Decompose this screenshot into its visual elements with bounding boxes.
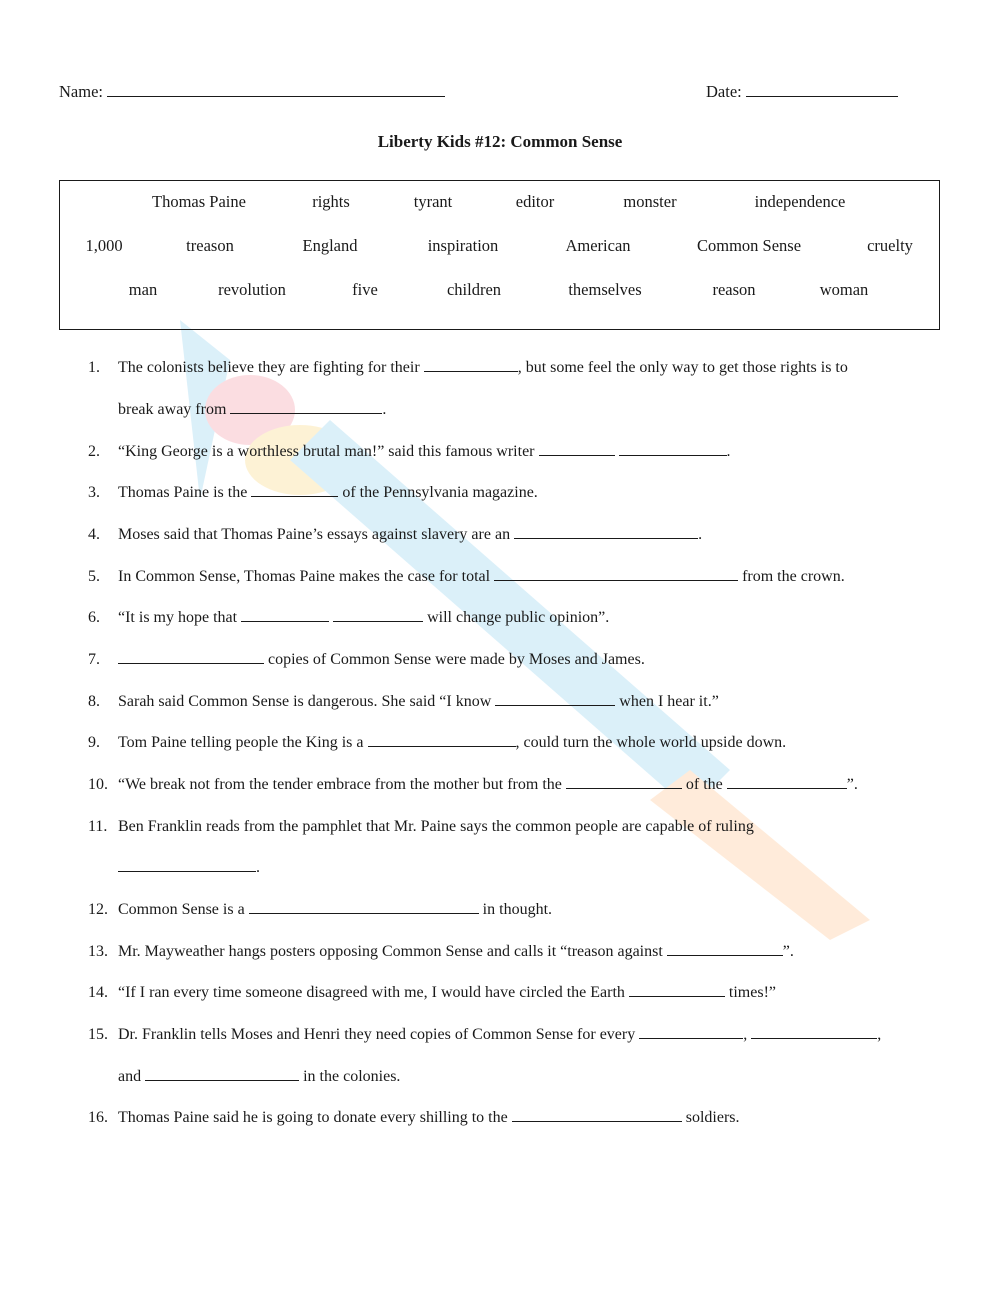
question-1-cont bbox=[88, 400, 386, 420]
answer-blank[interactable] bbox=[118, 650, 264, 664]
word-bank-item: rights bbox=[312, 192, 350, 211]
question-text: Ben Franklin reads from the pamphlet that Mr. Paine says the common people are capable of ruling bbox=[118, 818, 754, 835]
question-text: “It is my hope that bbox=[118, 609, 242, 626]
question-text: Tom Paine telling people the King is a bbox=[118, 734, 368, 751]
question-text: “King George is a worthless brutal man!” said this famous writer bbox=[118, 443, 539, 460]
question-7 bbox=[88, 650, 645, 670]
question-number: 2. bbox=[88, 443, 100, 460]
word-bank-item: tyrant bbox=[413, 192, 453, 211]
question-15: 15. Dr. Franklin tells Moses and Henri they need copies of Common Sense for every , , bbox=[88, 1026, 882, 1043]
answer-blank[interactable] bbox=[368, 733, 516, 747]
question-text: “We break not from the tender embrace from the mother but from the bbox=[118, 776, 566, 793]
word-bank-item: children bbox=[446, 280, 502, 299]
question-3 bbox=[88, 483, 538, 503]
question-number: 16. bbox=[88, 1109, 108, 1126]
question-text: Dr. Franklin tells Moses and Henri they need copies of Common Sense for every bbox=[118, 1026, 640, 1043]
question-text: when I hear it.” bbox=[615, 693, 719, 710]
word-bank-item: England bbox=[302, 236, 358, 255]
answer-blank[interactable] bbox=[751, 1025, 877, 1039]
answer-blank[interactable] bbox=[512, 1108, 682, 1122]
question-text: Common Sense is a bbox=[118, 901, 249, 918]
name-label: Name: bbox=[59, 82, 103, 101]
question-text: break away from bbox=[118, 401, 231, 418]
question-13: 13. Mr. Mayweather hangs posters opposing Common Sense and calls it “treason against ”. bbox=[88, 943, 794, 960]
answer-blank[interactable] bbox=[251, 483, 338, 497]
question-text: Thomas Paine said he is going to donate every shilling to the bbox=[118, 1109, 512, 1126]
answer-blank[interactable] bbox=[539, 442, 615, 456]
question-4: 4. Moses said that Thomas Paine’s essays against slavery are an . bbox=[88, 526, 703, 543]
word-bank-item: man bbox=[128, 280, 158, 299]
answer-blank[interactable] bbox=[727, 775, 847, 789]
question-text: Sarah said Common Sense is dangerous. She said “I know bbox=[118, 693, 496, 710]
question-14 bbox=[88, 983, 776, 1003]
word-bank-item: themselves bbox=[568, 280, 642, 299]
question-text: times!” bbox=[724, 984, 776, 1001]
question-15-cont bbox=[88, 1067, 400, 1087]
question-number: 5. bbox=[88, 568, 100, 585]
question-12 bbox=[88, 900, 552, 920]
question-text: of the Pennsylvania magazine. bbox=[338, 484, 538, 501]
word-bank bbox=[59, 180, 940, 330]
question-text: Mr. Mayweather hangs posters opposing Common Sense and calls it “treason against bbox=[118, 943, 667, 960]
word-bank-item: inspiration bbox=[427, 236, 499, 255]
date-field[interactable] bbox=[706, 82, 898, 102]
question-text: copies of Common Sense were made by Moses and James. bbox=[264, 651, 645, 668]
answer-blank[interactable] bbox=[629, 983, 725, 997]
word-bank-item: Common Sense bbox=[696, 236, 802, 255]
question-text: . bbox=[382, 401, 387, 418]
answer-blank[interactable] bbox=[494, 567, 738, 581]
question-text: , could turn the whole world upside down. bbox=[515, 734, 787, 751]
answer-blank[interactable] bbox=[424, 358, 518, 372]
question-number: 13. bbox=[88, 943, 108, 960]
word-bank-item: five bbox=[352, 280, 378, 299]
question-text: will change public opinion”. bbox=[423, 609, 610, 626]
date-input-line[interactable] bbox=[746, 82, 898, 97]
question-8 bbox=[88, 692, 719, 712]
question-number: 15. bbox=[88, 1026, 108, 1043]
question-text: soldiers. bbox=[681, 1109, 740, 1126]
question-number: 12. bbox=[88, 901, 108, 918]
answer-blank[interactable] bbox=[667, 942, 783, 956]
answer-blank[interactable] bbox=[241, 608, 329, 622]
question-number: 1. bbox=[88, 359, 100, 376]
word-bank-item: Thomas Paine bbox=[152, 192, 246, 211]
word-bank-item: editor bbox=[515, 192, 555, 211]
word-bank-item: 1,000 bbox=[85, 236, 123, 255]
question-number: 7. bbox=[88, 651, 100, 668]
word-bank-item: revolution bbox=[218, 280, 286, 299]
word-bank-item: treason bbox=[186, 236, 234, 255]
name-field[interactable] bbox=[59, 82, 445, 102]
question-number: 11. bbox=[88, 818, 108, 835]
page-title: Liberty Kids #12: Common Sense bbox=[377, 132, 623, 151]
question-number: 3. bbox=[88, 484, 100, 501]
answer-blank[interactable] bbox=[249, 900, 479, 914]
word-bank-item: reason bbox=[712, 280, 756, 299]
question-16 bbox=[88, 1108, 740, 1128]
word-bank-item: cruelty bbox=[867, 236, 913, 255]
question-text: , but some feel the only way to get those rights is to bbox=[517, 359, 848, 376]
date-label: Date: bbox=[706, 82, 742, 101]
answer-blank[interactable] bbox=[145, 1067, 299, 1081]
answer-blank[interactable] bbox=[230, 400, 382, 414]
answer-blank[interactable] bbox=[639, 1025, 743, 1039]
question-text: in thought. bbox=[478, 901, 553, 918]
question-number: 8. bbox=[88, 693, 100, 710]
question-11-cont: . bbox=[88, 858, 260, 878]
question-2: 2. “King George is a worthless brutal man!” said this famous writer . bbox=[88, 443, 731, 460]
question-5 bbox=[88, 567, 845, 587]
answer-blank[interactable] bbox=[619, 442, 727, 456]
name-input-line[interactable] bbox=[107, 82, 445, 97]
word-bank-item: monster bbox=[623, 192, 677, 211]
answer-blank[interactable] bbox=[118, 858, 256, 872]
question-number: 6. bbox=[88, 609, 100, 626]
question-number: 10. bbox=[88, 776, 108, 793]
question-1 bbox=[88, 358, 848, 378]
question-text: Moses said that Thomas Paine’s essays against slavery are an bbox=[118, 526, 515, 543]
question-number: 14. bbox=[88, 984, 108, 1001]
question-10: 10. “We break not from the tender embrace from the mother but from the of the ”. bbox=[88, 776, 858, 793]
question-number: 9. bbox=[88, 734, 100, 751]
answer-blank[interactable] bbox=[495, 692, 615, 706]
question-text: “If I ran every time someone disagreed with me, I would have circled the Earth bbox=[118, 984, 629, 1001]
question-text: in the colonies. bbox=[299, 1068, 401, 1085]
question-11 bbox=[88, 817, 754, 837]
question-text: Thomas Paine is the bbox=[118, 484, 252, 501]
word-bank-item: American bbox=[565, 236, 631, 255]
answer-blank[interactable] bbox=[566, 775, 682, 789]
word-bank-item: woman bbox=[819, 280, 869, 299]
question-9 bbox=[88, 733, 786, 753]
question-text: In Common Sense, Thomas Paine makes the case for total bbox=[118, 568, 495, 585]
word-bank-item: independence bbox=[754, 192, 846, 211]
answer-blank[interactable] bbox=[514, 525, 698, 539]
answer-blank[interactable] bbox=[333, 608, 423, 622]
question-text: The colonists believe they are fighting for their bbox=[118, 359, 424, 376]
question-number: 4. bbox=[88, 526, 100, 543]
question-text: from the crown. bbox=[738, 568, 845, 585]
question-6 bbox=[88, 608, 609, 628]
question-text: and bbox=[118, 1068, 146, 1085]
